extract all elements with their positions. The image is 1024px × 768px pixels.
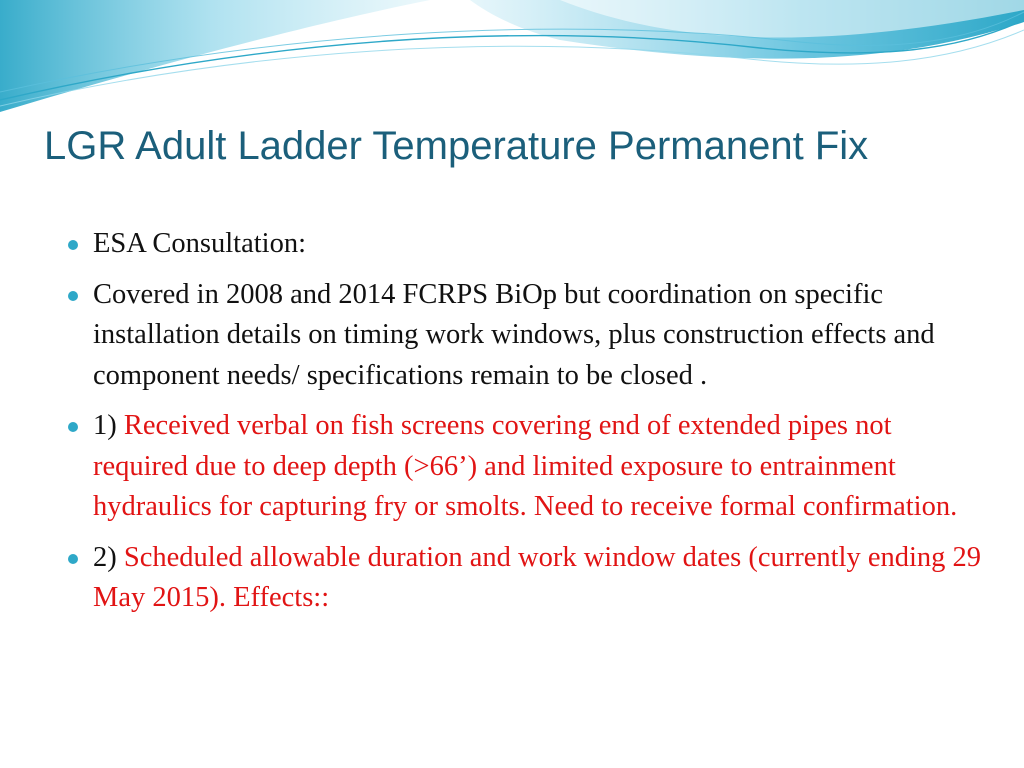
bullet-item [64, 538, 984, 619]
bullet-icon [68, 291, 78, 301]
bullet-number: 1) [93, 410, 124, 441]
bullet-number: 2) [93, 541, 124, 573]
bullet-item [64, 275, 984, 397]
wave-band-left [0, 0, 430, 112]
bullet-item [64, 224, 984, 265]
bullet-list [64, 224, 984, 629]
bullet-icon [68, 240, 78, 250]
slide-title: LGR Adult Ladder Temperature Permanent Fix [44, 124, 869, 168]
bullet-text: Covered in 2008 and 2014 FCRPS BiOp but coordination on specific installation details on timing work windows, plus construction effects and component needs/ specifications remain to be closed . [93, 278, 935, 391]
bullet-item [64, 406, 984, 528]
bullet-highlight-text: Received verbal on fish screens covering end of extended pipes not required due to deep depth (>66’) and limited exposure to entrainment hydraulics for capturing fry or smolts. Need to receive formal confirmation. [93, 410, 958, 522]
bullet-text: ESA Consultation: [93, 228, 306, 259]
bullet-icon [68, 422, 78, 432]
bullet-icon [68, 554, 78, 564]
wave-decoration [0, 0, 1024, 130]
bullet-highlight-text: Scheduled allowable duration and work window dates (currently ending 29 May 2015). Effects:: [93, 541, 982, 613]
